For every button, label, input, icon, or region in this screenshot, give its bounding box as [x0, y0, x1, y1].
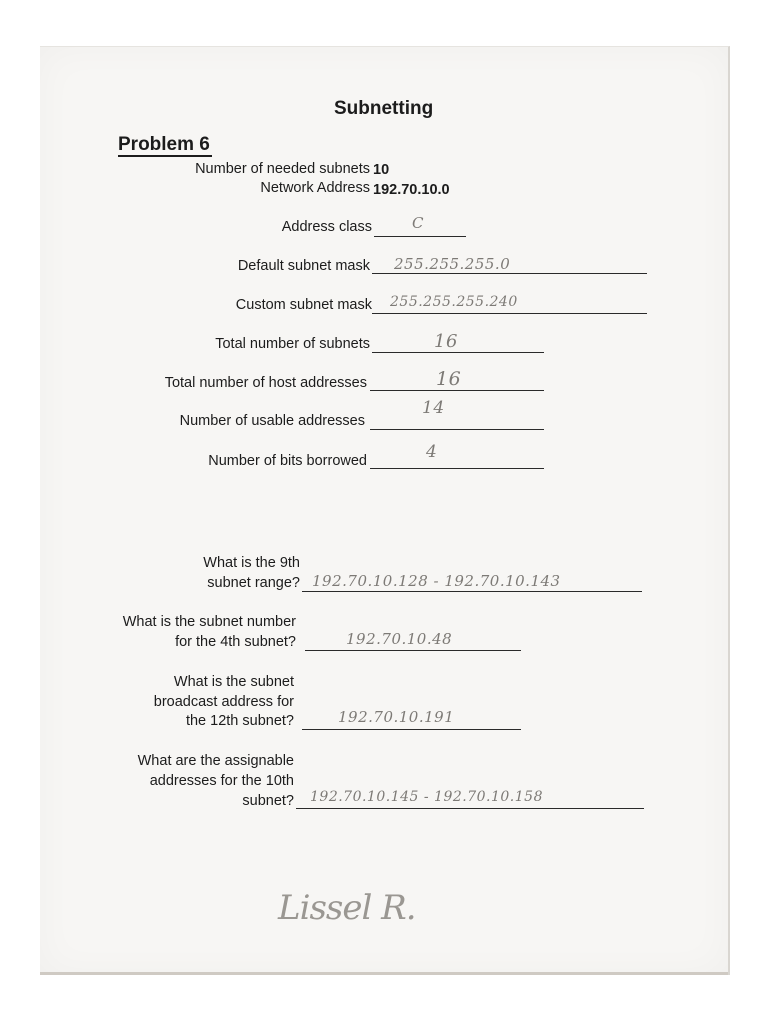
default-mask-line: [372, 273, 647, 274]
needed-subnets-value: 10: [373, 162, 390, 178]
total-hosts-answer[interactable]: 16: [436, 368, 462, 390]
page-title: Subnetting: [334, 98, 434, 119]
q2-answer[interactable]: 192.70.10.48: [346, 630, 453, 648]
q1-line1: What is the 9th: [203, 555, 300, 571]
usable-addresses-line: [370, 429, 544, 430]
q3-answer-line: [302, 729, 521, 730]
network-address-value: 192.70.10.0: [373, 182, 450, 198]
q3-line1: What is the subnet: [173, 674, 294, 690]
q4-line3: subnet?: [242, 793, 294, 809]
handwritten-signature: Lissel R.: [278, 888, 416, 928]
q3-line3: the 12th subnet?: [185, 713, 294, 729]
custom-mask-line: [372, 313, 647, 314]
q1-line2: subnet range?: [207, 575, 300, 591]
custom-mask-label: Custom subnet mask: [235, 297, 372, 313]
default-mask-answer[interactable]: 255.255.255.0: [394, 255, 511, 273]
page-shadow: [40, 972, 728, 975]
bits-borrowed-line: [370, 468, 544, 469]
q4-line2: addresses for the 10th: [149, 773, 294, 789]
address-class-label: Address class: [281, 219, 372, 235]
total-subnets-label: Total number of subnets: [215, 336, 370, 352]
q1-answer-line: [302, 591, 642, 592]
q3-answer[interactable]: 192.70.10.191: [338, 708, 455, 726]
bits-borrowed-label: Number of bits borrowed: [208, 453, 367, 469]
network-address-label: Network Address: [260, 180, 370, 196]
bits-borrowed-answer[interactable]: 4: [426, 442, 438, 462]
q3-line2: broadcast address for: [153, 694, 294, 710]
problem-heading: Problem 6: [118, 134, 210, 155]
q2-line2: for the 4th subnet?: [175, 634, 296, 650]
default-mask-label: Default subnet mask: [237, 258, 370, 274]
problem-underline: [118, 155, 212, 157]
total-subnets-answer[interactable]: 16: [434, 331, 458, 352]
q4-line1: What are the assignable: [137, 753, 294, 769]
q2-line1: What is the subnet number: [122, 614, 296, 630]
q4-answer[interactable]: 192.70.10.145 - 192.70.10.158: [310, 789, 543, 805]
total-hosts-line: [370, 390, 544, 391]
q4-answer-line: [296, 808, 644, 809]
usable-addresses-answer[interactable]: 14: [422, 398, 445, 418]
total-subnets-line: [372, 352, 544, 353]
total-hosts-label: Total number of host addresses: [164, 375, 367, 391]
address-class-line: [374, 236, 466, 237]
q1-answer[interactable]: 192.70.10.128 - 192.70.10.143: [312, 572, 561, 590]
q2-answer-line: [305, 650, 521, 651]
needed-subnets-label: Number of needed subnets: [195, 161, 370, 177]
address-class-answer[interactable]: C: [412, 214, 424, 232]
usable-addresses-label: Number of usable addresses: [179, 413, 365, 429]
custom-mask-answer[interactable]: 255.255.255.240: [390, 294, 518, 310]
